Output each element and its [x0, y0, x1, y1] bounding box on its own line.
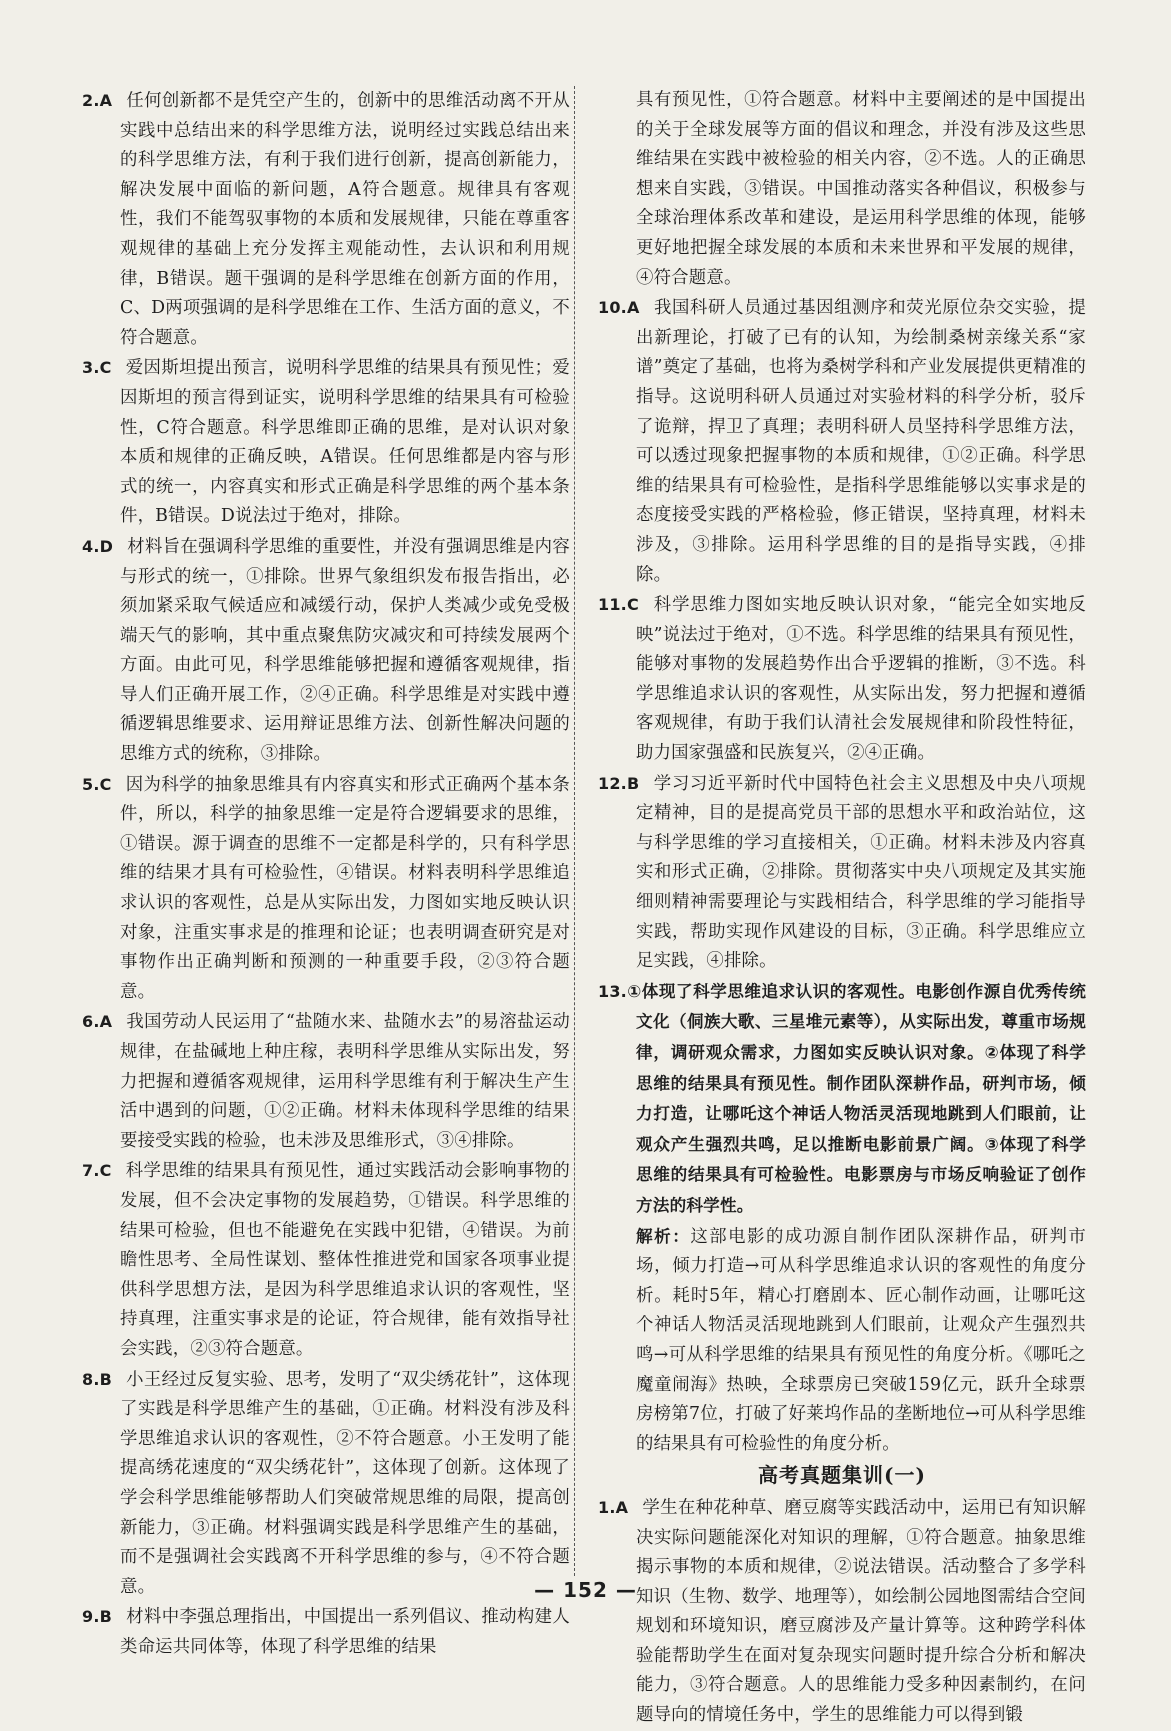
answer-item-10	[598, 293, 1086, 590]
question-number: 12.	[598, 773, 627, 793]
answer-item-3	[82, 353, 570, 532]
page-number: — 152 —	[534, 1578, 637, 1602]
explanation-text: 因为科学的抽象思维具有内容真实和形式正确两个基本条件，所以，科学的抽象思维一定是符合逻辑要求的思维，①错误。源于调查的思维不一定都是科学的，只有科学思维的结果才具有可检验性，④错误。材料表明科学思维追求认识的客观性，总是从实际出发，力图如实地反映认识对象，注重实事求是的推理和论证；也表明调查研究是对事物作出正确判断和预测的一种重要手段，②③符合题意。	[120, 774, 570, 1002]
question-number: 11.	[598, 595, 627, 615]
answer-item-7	[82, 1156, 570, 1364]
answer-letter: B	[99, 1607, 113, 1627]
answer-item-5	[82, 770, 570, 1008]
question-number: 9.	[82, 1607, 100, 1627]
question-number: 8.	[82, 1369, 100, 1389]
answer-letter: B	[626, 773, 640, 793]
explanation-text: 学习习近平新时代中国特色社会主义思想及中央八项规定精神，目的是提高党员干部的思想水平和政治站位，这与科学思维的学习直接相关，①正确。材料未涉及内容真实和形式正确，②排除。贯彻落实中央八项规定及其实施细则精神需要理论与实践相结合，科学思维的学习能指导实践，帮助实现作风建设的目标，③正确。科学思维应立足实践，④排除。	[636, 773, 1086, 972]
answer-item-2	[82, 86, 570, 353]
question-number: 2.	[82, 91, 100, 110]
answer-item-13	[598, 977, 1086, 1222]
question-number: 1.	[598, 1497, 616, 1517]
explanation-text: 小王经过反复实验、思考，发明了“双尖绣花针”，这体现了实践是科学思维产生的基础，①正确。材料没有涉及科学思维追求认识的客观性，②不符合题意。小王发明了能提高绣花速度的“双尖绣花针”，这体现了创新。这体现了学会科学思维能够帮助人们突破常规思维的局限，提高创新能力，③正确。材料强调实践是科学思维产生的基础，而不是强调社会实践离不开科学思维的参与，④不符合题意。	[120, 1369, 570, 1597]
answer-item-4	[82, 532, 570, 770]
answer-letter: A	[626, 298, 640, 318]
question-number: 6.	[82, 1012, 100, 1032]
question-number: 5.	[82, 774, 100, 794]
question-number: 4.	[82, 536, 100, 556]
column-divider	[574, 86, 575, 1576]
answer-letter: B	[99, 1369, 113, 1389]
explanation-text: 科学思维的结果具有预见性，通过实践活动会影响事物的发展，但不会决定事物的发展趋势，①错误。科学思维的结果可检验，但也不能避免在实践中犯错，④错误。为前瞻性思考、全局性谋划、整体性推进党和国家各项事业提供科学思想方法，是因为科学思维追求认识的客观性，坚持真理，注重实事求是的论证，符合规律，能有效指导社会实践，②③符合题意。	[120, 1161, 570, 1359]
answer-item-9-continued: 具有预见性，①符合题意。材料中主要阐述的是中国提出的关于全球发展等方面的倡议和理念，并没有涉及这些思维结果在实践中被检验的相关内容，②不选。人的正确思想来自实践，③错误。中国推动落实各种倡议，积极参与全球治理体系改革和建设，是运用科学思维的体现，能够更好地把握全球发展的本质和未来世界和平发展的规律，④符合题意。	[636, 90, 1086, 288]
explanation-text: 爱因斯坦提出预言，说明科学思维的结果具有预见性；爱因斯坦的预言得到证实，说明科学思维的结果具有可检验性，C符合题意。科学思维即正确的思维，是对认识对象本质和规律的正确反映，A错误。任何思维都是内容与形式的统一，内容真实和形式正确是科学思维的两个基本条件，B错误。D说法过于绝对，排除。	[120, 358, 570, 527]
answer-item-8	[82, 1365, 570, 1603]
explanation-text: 我国劳动人民运用了“盐随水来、盐随水去”的易溶盐运动规律，在盐碱地上种庄稼，表明科学思维从实际出发，努力把握和遵循客观规律，运用科学思维有利于解决生产生活中遇到的问题，①②正确。材料未体现科学思维的结果要接受实践的检验，也未涉及思维形式，③④排除。	[120, 1012, 570, 1151]
explanation-text: 我国科研人员通过基因组测序和荧光原位杂交实验，提出新理论，打破了已有的认知，为绘制桑树亲缘关系“家谱”奠定了基础，也将为桑树学科和产业发展提供更精准的指导。这说明科研人员通过对实验材料的科学分析，驳斥了诡辩，捍卫了真理；表明科研人员坚持科学思维方法，可以透过现象把握事物的本质和规律，①②正确。科学思维的结果具有可检验性，是指科学思维能够以实事求是的态度接受实践的严格检验，修正错误，坚持真理，材料未涉及，③排除。运用科学思维的目的是指导实践，④排除。	[636, 298, 1086, 585]
answer-letter: C	[626, 595, 639, 615]
explanation-text: 材料旨在强调科学思维的重要性，并没有强调思维是内容与形式的统一，①排除。世界气象组织发布报告指出，必须加紧采取气候适应和减缓行动，保护人类减少或免受极端天气的影响，其中重点聚焦防灾减灾和可持续发展两个方面。由此可见，科学思维能够把握和遵循客观规律，指导人们正确开展工作，②④正确。科学思维是对实践中遵循逻辑思维要求、运用辩证思维方法、创新性解决问题的思维方式的统称，③排除。	[120, 536, 570, 765]
section-title: 高考真题集训(一)	[758, 1463, 926, 1488]
answer-letter: D	[99, 536, 114, 556]
analysis-block	[598, 1222, 1086, 1460]
explanation-text: 科学思维力图如实地反映认识对象，“能完全如实地反映”说法过于绝对，①不选。科学思维的结果具有预见性，能够对事物的发展趋势作出合乎逻辑的推断，③不选。科学思维追求认识的客观性，从实际出发，努力把握和遵循客观规律，有助于我们认清社会发展规律和阶段性特征，助力国家强盛和民族复兴，②④正确。	[636, 595, 1086, 764]
analysis-label: 解析：	[636, 1226, 691, 1246]
answer-letter: C	[99, 1161, 112, 1181]
answer-item-9	[82, 1602, 570, 1662]
question-number: 3.	[82, 358, 100, 378]
explanation-text: 任何创新都不是凭空产生的，创新中的思维活动离不开从实践中总结出来的科学思维方法，说明经过实践总结出来的科学思维方法，有利于我们进行创新，提高创新能力，解决发展中面临的新问题，A符合题意。规律具有客观性，我们不能驾驭事物的本质和发展规律，只能在尊重客观规律的基础上充分发挥主观能动性，去认识和利用规律，B错误。题干强调的是科学思维在创新方面的作用，C、D两项强调的是科学思维在工作、生活方面的意义，不符合题意。	[120, 91, 570, 348]
question-number: 10.	[598, 298, 627, 318]
exam-answer-item-1	[598, 1493, 1086, 1731]
answer-letter: A	[615, 1497, 629, 1517]
explanation-text: 学生在种花种草、磨豆腐等实践活动中，运用已有知识解决实际问题能深化对知识的理解，①符合题意。抽象思维揭示事物的本质和规律，②说法错误。活动整合了多学科知识（生物、数学、地理等），如绘制公园地图需结合空间规划和环境知识，磨豆腐涉及产量计算等。这种跨学科体验能帮助学生在面对复杂现实问题时提升综合分析和解决能力，③符合题意。人的思维能力受多种因素制约，在问题导向的情境任务中，学生的思维能力可以得到锻	[636, 1497, 1086, 1726]
answer-letter: A	[99, 1012, 113, 1032]
left-column	[82, 86, 570, 1662]
answer-letter: C	[99, 774, 112, 794]
right-column	[598, 86, 1086, 1731]
question-number: 7.	[82, 1161, 100, 1181]
answer-text: ①体现了科学思维追求认识的客观性。电影创作源自优秀传统文化（侗族大歌、三星堆元素等），从实际出发，尊重市场规律，调研观众需求，力图如实反映认识对象。②体现了科学思维的结果具有预见性。制作团队深耕作品，研判市场，倾力打造，让哪吒这个神话人物活灵活现地跳到人们眼前，让观众产生强烈共鸣，足以推断电影前景广阔。③体现了科学思维的结果具有可检验性。电影票房与市场反响验证了创作方法的科学性。	[626, 981, 1086, 1215]
question-number: 13.	[598, 981, 627, 1001]
answer-letter: A	[99, 91, 113, 110]
answer-letter: C	[99, 358, 112, 378]
answer-item-11	[598, 590, 1086, 769]
answer-item-6	[82, 1007, 570, 1156]
explanation-text: 材料中李强总理指出，中国提出一系列倡议、推动构建人类命运共同体等，体现了科学思维的结果	[120, 1607, 570, 1657]
analysis-text: 这部电影的成功源自制作团队深耕作品，研判市场，倾力打造→可从科学思维追求认识的客观性的角度分析。耗时5年，精心打磨剧本、匠心制作动画，让哪吒这个神话人物活灵活现地跳到人们眼前，让观众产生强烈共鸣→可从科学思维的结果具有预见性的角度分析。《哪吒之魔童闹海》热映，全球票房已突破159亿元，跃升全球票房榜第7位，打破了好莱坞作品的垄断地位→可从科学思维的结果具有可检验性的角度分析。	[636, 1226, 1086, 1454]
answer-item-12	[598, 769, 1086, 977]
